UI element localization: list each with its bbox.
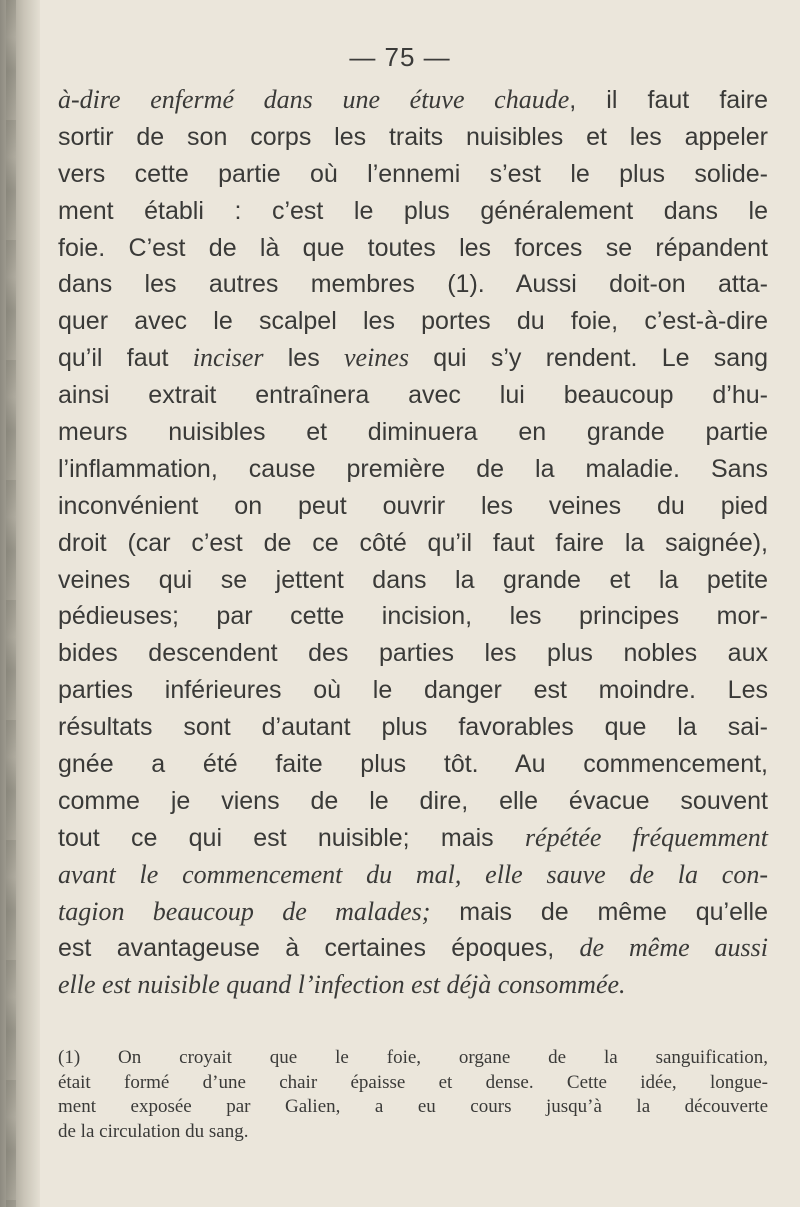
book-spine-shadow: [0, 0, 40, 1207]
text-segment: droit (car c’est de ce côté qu’il faut faire la saignée),: [58, 528, 768, 557]
text-line: [58, 82, 768, 119]
text-segment: parties inférieures où le danger est moindre. Les: [58, 676, 768, 705]
text-segment: résultats sont d’autant plus favorables que la sai-: [58, 713, 768, 742]
text-segment: tout ce qui est nuisible; mais: [58, 823, 525, 852]
italic-text: tagion beaucoup de malades;: [58, 896, 431, 926]
text-line: [58, 930, 768, 967]
text-segment: bides descendent des parties les plus nobles aux: [58, 639, 768, 668]
page-number: — 75 —: [349, 42, 451, 72]
italic-text: de même aussi: [579, 933, 769, 963]
text-segment: quer avec le scalpel les portes du foie, c’est-à-dire: [58, 307, 768, 336]
text-segment: pédieuses; par cette incision, les principes mor-: [58, 602, 768, 631]
text-segment: meurs nuisibles et diminuera en grande partie: [58, 418, 768, 447]
text-line: [58, 488, 768, 525]
text-line: [58, 894, 768, 931]
text-line: [58, 746, 768, 783]
text-line: [58, 672, 768, 709]
text-line: [58, 414, 768, 451]
text-segment: comme je viens de le dire, elle évacue souvent: [58, 786, 768, 815]
italic-text: veines: [344, 343, 409, 373]
text-line: [58, 230, 768, 267]
text-segment: inconvénient on peut ouvrir les veines du pied: [58, 491, 768, 520]
italic-text: répétée fréquemment: [524, 822, 768, 852]
text-line: [58, 598, 768, 635]
italic-text: inciser: [192, 343, 264, 373]
text-segment: vers cette partie où l’ennemi s’est le plus solide-: [58, 159, 768, 188]
text-segment: dans les autres membres (1). Aussi doit-on atta-: [58, 270, 768, 299]
main-text: [58, 82, 768, 1004]
text-line: [58, 562, 768, 599]
text-line: [58, 451, 768, 488]
text-segment: , il faut faire: [569, 86, 768, 114]
text-segment: est avantageuse à certaines époques,: [58, 934, 580, 963]
text-line: [58, 266, 768, 303]
text-line: [58, 193, 768, 230]
text-line: [58, 967, 768, 1004]
italic-text: elle est nuisible quand l’infection est déjà consommée.: [58, 970, 626, 1000]
italic-text: avant le commencement du mal, elle sauve de la con-: [58, 859, 768, 889]
text-line: [58, 303, 768, 340]
text-line: [58, 119, 768, 156]
text-line: [58, 156, 768, 193]
spine-texture: [6, 0, 16, 1207]
footnote-line: était formé d’une chair épaisse et dense. Cette idée, longue-: [58, 1071, 768, 1093]
text-line: [58, 377, 768, 414]
text-segment: veines qui se jettent dans la grande et la petite: [58, 565, 768, 594]
italic-text: à-dire enfermé dans une étuve chaude: [58, 85, 570, 114]
text-segment: foie. C’est de là que toutes les forces se répandent: [58, 233, 768, 262]
footnote-line: (1) On croyait que le foie, organe de la sanguification,: [58, 1047, 768, 1068]
footnote-line: ment exposée par Galien, a eu cours jusqu’à la découverte: [58, 1096, 768, 1117]
text-line: [58, 783, 768, 820]
text-segment: les: [263, 344, 344, 373]
text-line: [58, 525, 768, 562]
text-segment: gnée a été faite plus tôt. Au commencement,: [58, 750, 768, 779]
text-line: [58, 635, 768, 672]
text-line: [58, 857, 768, 894]
text-line: [58, 820, 768, 857]
text-segment: sortir de son corps les traits nuisibles et les appeler: [58, 122, 768, 151]
text-segment: qu’il faut: [58, 344, 193, 373]
text-line: [58, 340, 768, 377]
footnote: [58, 1046, 768, 1144]
text-line: [58, 709, 768, 746]
text-segment: qui s’y rendent. Le sang: [408, 344, 769, 373]
footnote-line: de la circulation du sang.: [58, 1120, 249, 1142]
text-segment: ment établi : c’est le plus généralement dans le: [58, 196, 768, 225]
text-segment: mais de même qu’elle: [430, 897, 768, 926]
text-segment: l’inflammation, cause première de la maladie. Sans: [58, 454, 768, 483]
text-segment: ainsi extrait entraînera avec lui beaucoup d’hu-: [58, 381, 768, 410]
